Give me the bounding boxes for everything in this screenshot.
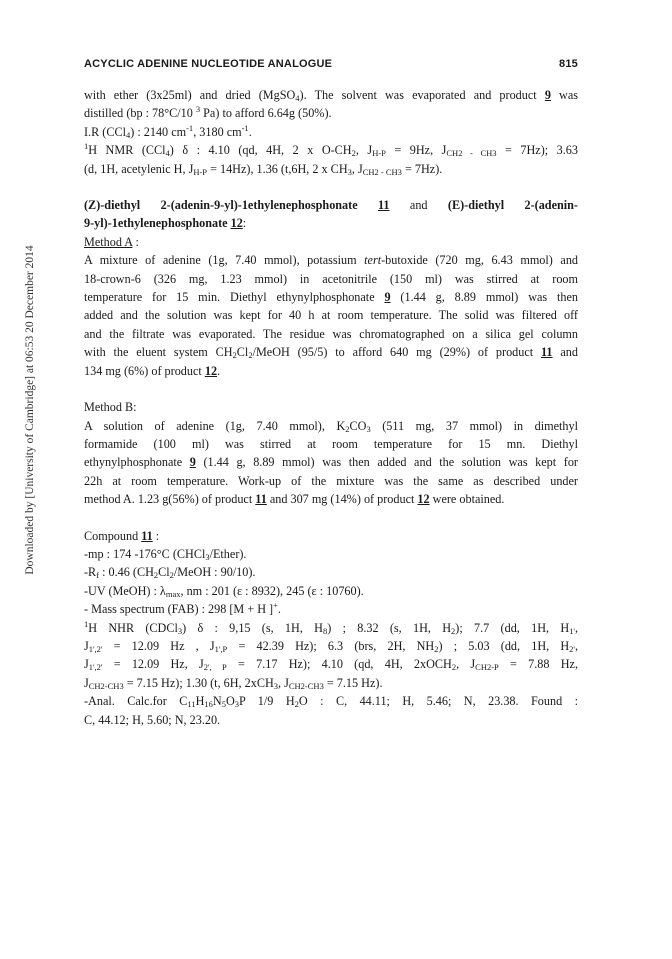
journal-page <box>84 58 578 729</box>
compound-label: Compound 11 : <box>84 528 160 543</box>
text-line: I.R (CCl$_4$) : 2140 $cm^{-1}$, 3180 $cm^{-1}$. <box>84 122 252 140</box>
section-title: 9-yl)-1ethylenephosphonate 12: <box>84 216 247 231</box>
text-line: with ether (3x25ml) and dried (MgSO$_4$). The solvent was evaporated and product 9 was <box>84 88 578 103</box>
mass-spectrum: - Mass spectrum (FAB) : 298 [M + H ]+. <box>84 600 281 617</box>
text-line: A mixture of adenine (1g, 7.40 mmol), potassium tert-butoxide (720 mg, 6.43 mmol) and <box>84 253 579 268</box>
nmr-line: $J_{1',2'} = 12.09$ Hz, $J_{2', P} = 7.17$ Hz); 4.10 (qd, 4H, 2xOCH$_2$, $J_{CH2-P} = 7.88$ Hz, <box>84 657 578 673</box>
melting-point: -mp : 174 -176°C (CHCl$_3$/Ether). <box>84 546 247 562</box>
text-line: 134 mg (6%) of product 12. <box>84 363 221 378</box>
nmr-line: $J_{CH2-CH3} = 7.15$ Hz); 1.30 (t, 6H, 2xCH$_3$, $J_{CH2-CH3} = 7.15$ Hz). <box>84 675 383 691</box>
analysis-line: -Anal. Calc.for $C_{11}H_{16}N_5O_3P$ 1/9 $H_2O$ : C, 44.11; H, 5.46; N, 23.38. Found : <box>84 694 578 710</box>
running-header <box>84 58 578 70</box>
text-line: formamide (100 ml) was stirred at room temperature for 15 mn. Diethyl <box>84 436 578 451</box>
download-watermark <box>22 160 38 660</box>
text-line: method A. 1.23 g(56%) of product 11 and 307 mg (14%) of product 12 were obtained. <box>84 492 505 507</box>
article-body <box>84 86 578 729</box>
running-title: ACYCLIC ADENINE NUCLEOTIDE ANALOGUE <box>84 58 333 70</box>
nmr-line: $^1$H NHR (CDCl$_3$) δ : 9,15 (s, 1H, $H_8$) ; 8.32 (s, 1H, $H_2$); 7.7 (dd, 1H, $H_{1'}$, <box>84 618 578 636</box>
text-line: 18-crown-6 (326 mg, 1.23 mmol) in acetonitrile (150 ml) was stirred at room <box>84 271 578 286</box>
nmr-line: $J_{1',2'} = 12.09$ Hz , $J_{1',P} = 42.39$ Hz); 6.3 (brs, 2H, $NH_2$) ; 5.03 (dd, 1H, $H_{2'}$, <box>84 638 578 654</box>
text-line: (d, 1H, acetylenic H, $J_{H-P} = 14Hz$), 1.36 (t,6H, 2 x $CH_3$, $J_{CH2 - CH3} = 7Hz$). <box>84 161 443 177</box>
text-line: 22h at room temperature. Work-up of the mixture was the same as described under <box>84 473 578 488</box>
download-note: Downloaded by [University of Cambridge] at 06:53 20 December 2014 <box>24 245 36 575</box>
method-a-label: Method A : <box>84 234 139 249</box>
text-line: added and the solution was kept for 40 h at room temperature. The solid was filtered off <box>84 308 578 323</box>
text-line: $^1$H NMR (CCl$_4$) δ : 4.10 (qd, 4H, 2 x $O-CH_2$, $J_{H-P} = 9Hz$, $J_{CH2 - CH3} = 7Hz$); 3.63 <box>84 141 578 159</box>
analysis-line: C, 44.12; H, 5.60; N, 23.20. <box>84 712 221 727</box>
section-title: (Z)-diethyl 2-(adenin-9-yl)-1ethylenephosphonate 11 and (E)-diethyl 2-(adenin- <box>84 198 578 213</box>
text-line: with the eluent system $CH_2Cl_2$/MeOH (95/5) to afford 640 mg (29%) of product 11 and <box>84 345 578 361</box>
rf-value: $-R_f$ : 0.46 ($CH_2Cl_2$/MeOH : 90/10). <box>84 565 256 581</box>
text-line: A solution of adenine (1g, 7.40 mmol), $K_2CO_3$ (511 mg, 37 mmol) in dimethyl <box>84 418 578 434</box>
text-line: temperature for 15 min. Diethyl ethynylphosphonate 9 (1.44 g, 8.89 mmol) was then <box>84 290 578 305</box>
text-line: distilled (bp : 78°C/10 $^3$ Pa) to afford 6.64g (50%). <box>84 104 332 121</box>
text-line: and the filtrate was evaporated. The residue was chromatographed on a silica gel column <box>84 326 578 341</box>
text-line: ethynylphosphonate 9 (1.44 g, 8.89 mmol) was then added and the solution was kept for <box>84 455 578 470</box>
uv-data: -UV (MeOH) : $\lambda_{max}$, nm : 201 (ε : 8932), 245 (ε : 10760). <box>84 583 364 599</box>
method-b-label: Method B: <box>84 400 137 415</box>
page-number: 815 <box>559 58 578 70</box>
